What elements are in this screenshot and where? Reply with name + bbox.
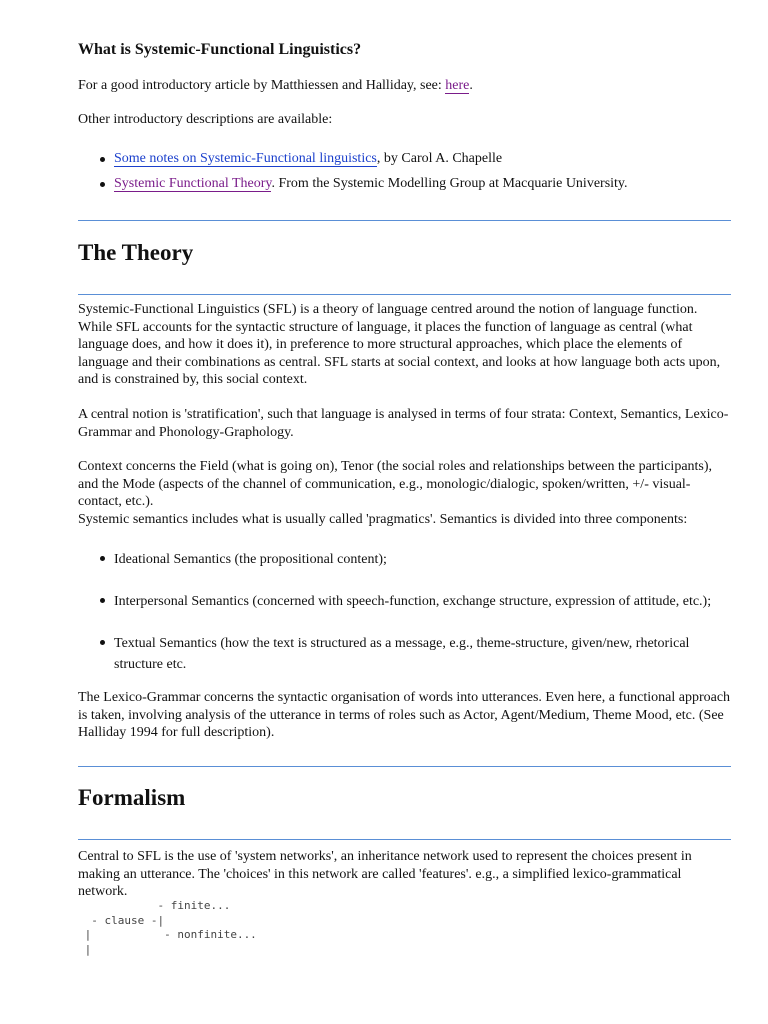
systemic-functional-theory-link[interactable]: Systemic Functional Theory [114, 175, 272, 191]
intro-article-paragraph [78, 77, 731, 95]
theory-paragraph-2: A central notion is 'stratification', such that language is analysed in terms of four strata: Context, Semantics, Lexico-Grammar and Phonology-Graphology. [78, 407, 729, 440]
other-descriptions-text: Other introductory descriptions are available: [78, 112, 333, 127]
list-item [78, 175, 731, 193]
system-network-diagram: - finite... - clause -| | - nonfinite... | [84, 899, 257, 957]
list-item: Textual Semantics (how the text is structured as a message, e.g., theme-structure, given/new, rhetorical structure etc. [78, 633, 731, 675]
divider [78, 220, 731, 221]
divider [78, 839, 731, 840]
intro-heading: What is Systemic-Functional Linguistics? [78, 41, 362, 58]
article-suffix-text: . [469, 78, 473, 93]
article-prefix-text: For a good introductory article by Matthiessen and Halliday, see: [78, 78, 446, 93]
theory-paragraph-4: Systemic semantics includes what is usually called 'pragmatics'. Semantics is divided into three components: [78, 512, 688, 527]
link-suffix-text: , by Carol A. Chapelle [376, 151, 503, 166]
list-item: Ideational Semantics (the propositional content); [78, 549, 731, 570]
list-item [78, 150, 731, 168]
theory-paragraph-3: Context concerns the Field (what is going on), Tenor (the social roles and relationships between the participants), and the Mode (aspects of the channel of communication, e.g., monologic/dialogic, spoken/written, +/- visual-contact, etc.). [78, 459, 713, 509]
intro-links-list [78, 150, 731, 192]
semantics-components-list [78, 549, 731, 675]
theory-paragraph-1: Systemic-Functional Linguistics (SFL) is a theory of language centred around the notion of language function. While SFL accounts for the syntactic structure of language, it places the function of language as central (what language does, and how it does it), in preference to more structural approaches, which place the elements of language and their combinations as central. SFL starts at social context, and looks at how language both acts upon, and is constrained by, this social context. [78, 302, 721, 387]
theory-paragraph-5: The Lexico-Grammar concerns the syntactic organisation of words into utterances. Even here, a functional approach is taken, involving analysis of the utterance in terms of roles such as Actor, Agent/Medium, Theme Mood, etc. (See Halliday 1994 for full description). [78, 690, 731, 740]
formalism-paragraph-1: Central to SFL is the use of 'system networks', an inheritance network used to represent the choices present in making an utterance. The 'choices' in this network are called 'features'. e.g., a simplified lexico-grammatical network. [78, 849, 692, 899]
divider [78, 294, 731, 295]
link-suffix-text: . From the Systemic Modelling Group at Macquarie University. [271, 175, 628, 191]
divider [78, 766, 731, 767]
theory-heading: The Theory [78, 240, 194, 265]
here-link[interactable]: here [445, 78, 470, 93]
formalism-heading: Formalism [78, 785, 186, 810]
chapelle-notes-link[interactable]: Some notes on Systemic-Functional linguistics [114, 151, 377, 166]
list-item: Interpersonal Semantics (concerned with speech-function, exchange structure, expression of attitude, etc.); [78, 591, 731, 612]
